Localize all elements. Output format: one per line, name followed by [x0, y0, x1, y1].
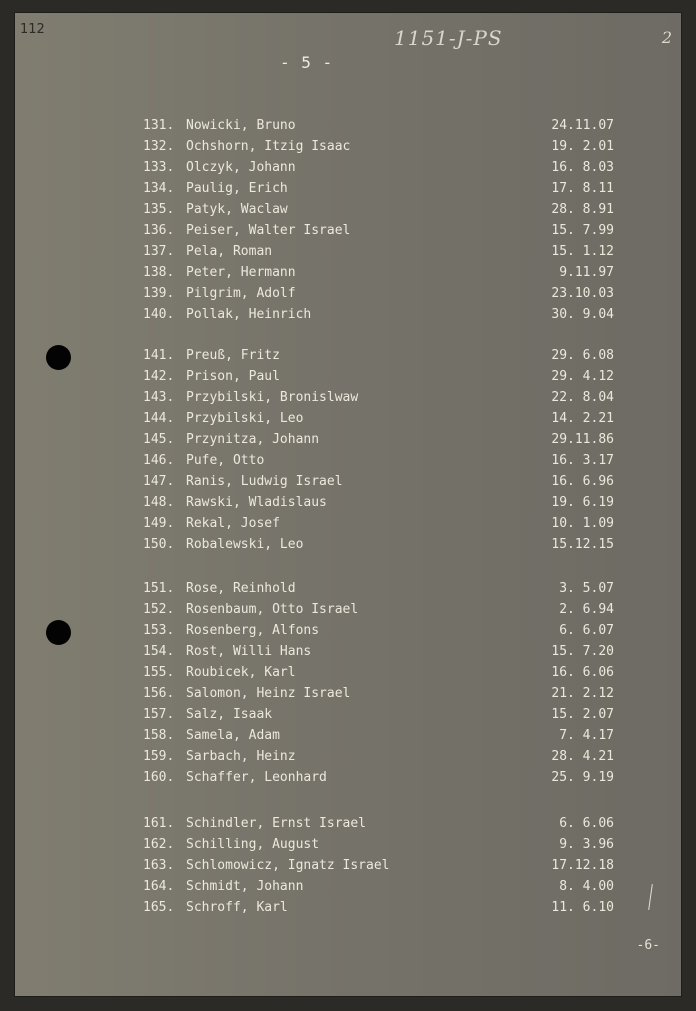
- entry-number: 132.: [143, 139, 175, 154]
- entry-date: 16. 6.06: [551, 665, 614, 680]
- list-item: [14, 623, 682, 644]
- entry-name: Przynitza, Johann: [186, 432, 320, 447]
- entry-name: Pufe, Otto: [186, 453, 265, 468]
- list-item: [14, 390, 682, 411]
- entry-number: 137.: [143, 244, 175, 259]
- entry-number: 160.: [143, 770, 175, 785]
- list-item: [14, 348, 682, 369]
- list-group-131-140: [14, 118, 682, 328]
- entry-name: Rosenberg, Alfons: [186, 623, 320, 638]
- entry-number: 152.: [143, 602, 175, 617]
- list-item: [14, 816, 682, 837]
- list-group-161-165: [14, 816, 682, 921]
- archive-reference: 112: [20, 22, 45, 37]
- handwritten-reference: 1151-J-PS: [394, 26, 503, 50]
- entry-name: Ranis, Ludwig Israel: [186, 474, 343, 489]
- entry-date: 15. 7.99: [551, 223, 614, 238]
- entry-name: Rekal, Josef: [186, 516, 280, 531]
- list-item: [14, 770, 682, 791]
- list-item: [14, 665, 682, 686]
- list-item: [14, 879, 682, 900]
- entry-number: 157.: [143, 707, 175, 722]
- entry-number: 143.: [143, 390, 175, 405]
- entry-date: 16. 6.96: [551, 474, 614, 489]
- entry-date: 17. 8.11: [551, 181, 614, 196]
- entry-name: Rost, Willi Hans: [186, 644, 312, 659]
- entry-number: 138.: [143, 265, 175, 280]
- entry-date: 17.12.18: [551, 858, 614, 873]
- entry-name: Schindler, Ernst Israel: [186, 816, 367, 831]
- entry-number: 153.: [143, 623, 175, 638]
- entry-date: 7. 4.17: [559, 728, 614, 743]
- list-item: [14, 181, 682, 202]
- list-item: [14, 223, 682, 244]
- entry-date: 2. 6.94: [559, 602, 614, 617]
- entry-name: Schmidt, Johann: [186, 879, 304, 894]
- entry-date: 3. 5.07: [559, 581, 614, 596]
- entry-date: 14. 2.21: [551, 411, 614, 426]
- entry-number: 147.: [143, 474, 175, 489]
- entry-name: Patyk, Waclaw: [186, 202, 288, 217]
- list-item: [14, 118, 682, 139]
- entry-number: 154.: [143, 644, 175, 659]
- entry-name: Pilgrim, Adolf: [186, 286, 296, 301]
- entry-name: Roubicek, Karl: [186, 665, 296, 680]
- entry-date: 24.11.07: [551, 118, 614, 133]
- list-item: [14, 139, 682, 160]
- entry-name: Preuß, Fritz: [186, 348, 280, 363]
- entry-number: 139.: [143, 286, 175, 301]
- entry-date: 29. 6.08: [551, 348, 614, 363]
- entry-number: 165.: [143, 900, 175, 915]
- entry-number: 146.: [143, 453, 175, 468]
- list-item: [14, 432, 682, 453]
- list-item: [14, 644, 682, 665]
- entry-name: Nowicki, Bruno: [186, 118, 296, 133]
- entry-number: 151.: [143, 581, 175, 596]
- list-item: [14, 453, 682, 474]
- entry-number: 136.: [143, 223, 175, 238]
- entry-number: 164.: [143, 879, 175, 894]
- entry-name: Sarbach, Heinz: [186, 749, 296, 764]
- list-item: [14, 537, 682, 558]
- list-item: [14, 495, 682, 516]
- entry-number: 148.: [143, 495, 175, 510]
- entry-number: 142.: [143, 369, 175, 384]
- list-item: [14, 686, 682, 707]
- entry-date: 21. 2.12: [551, 686, 614, 701]
- entry-date: 8. 4.00: [559, 879, 614, 894]
- entry-name: Salz, Isaak: [186, 707, 273, 722]
- entry-date: 10. 1.09: [551, 516, 614, 531]
- entry-name: Schaffer, Leonhard: [186, 770, 327, 785]
- entry-name: Paulig, Erich: [186, 181, 288, 196]
- page-title: - 5 -: [280, 53, 334, 72]
- entry-number: 134.: [143, 181, 175, 196]
- entry-date: 28. 4.21: [551, 749, 614, 764]
- entry-date: 11. 6.10: [551, 900, 614, 915]
- entry-number: 131.: [143, 118, 175, 133]
- entry-number: 161.: [143, 816, 175, 831]
- entry-name: Peter, Hermann: [186, 265, 296, 280]
- entry-name: Rose, Reinhold: [186, 581, 296, 596]
- entry-name: Schilling, August: [186, 837, 320, 852]
- list-item: [14, 837, 682, 858]
- entry-name: Rawski, Wladislaus: [186, 495, 327, 510]
- entry-name: Olczyk, Johann: [186, 160, 296, 175]
- sheet-number: 2: [661, 28, 672, 47]
- entry-number: 156.: [143, 686, 175, 701]
- list-item: [14, 728, 682, 749]
- list-item: [14, 286, 682, 307]
- entry-number: 150.: [143, 537, 175, 552]
- entry-date: 29. 4.12: [551, 369, 614, 384]
- list-item: [14, 749, 682, 770]
- list-item: [14, 516, 682, 537]
- list-item: [14, 411, 682, 432]
- list-item: [14, 244, 682, 265]
- entry-date: 6. 6.07: [559, 623, 614, 638]
- list-item: [14, 602, 682, 623]
- list-item: [14, 900, 682, 921]
- entry-number: 155.: [143, 665, 175, 680]
- entry-name: Pollak, Heinrich: [186, 307, 312, 322]
- entry-name: Przybilski, Bronislwaw: [186, 390, 359, 405]
- entry-number: 133.: [143, 160, 175, 175]
- entry-date: 30. 9.04: [551, 307, 614, 322]
- entry-date: 25. 9.19: [551, 770, 614, 785]
- entry-name: Robalewski, Leo: [186, 537, 304, 552]
- list-item: [14, 581, 682, 602]
- list-group-141-150: [14, 348, 682, 558]
- entry-date: 19. 2.01: [551, 139, 614, 154]
- list-item: [14, 707, 682, 728]
- list-item: [14, 202, 682, 223]
- entry-date: 22. 8.04: [551, 390, 614, 405]
- entry-date: 15. 7.20: [551, 644, 614, 659]
- entry-name: Przybilski, Leo: [186, 411, 304, 426]
- entry-number: 135.: [143, 202, 175, 217]
- entry-number: 158.: [143, 728, 175, 743]
- entry-name: Salomon, Heinz Israel: [186, 686, 351, 701]
- entry-number: 163.: [143, 858, 175, 873]
- entry-date: 19. 6.19: [551, 495, 614, 510]
- entry-number: 162.: [143, 837, 175, 852]
- entry-number: 144.: [143, 411, 175, 426]
- entry-date: 9. 3.96: [559, 837, 614, 852]
- entry-name: Ochshorn, Itzig Isaac: [186, 139, 351, 154]
- entry-name: Rosenbaum, Otto Israel: [186, 602, 359, 617]
- document-page: [14, 12, 682, 997]
- entry-date: 16. 3.17: [551, 453, 614, 468]
- entry-number: 140.: [143, 307, 175, 322]
- entry-name: Prison, Paul: [186, 369, 280, 384]
- entry-number: 141.: [143, 348, 175, 363]
- entry-date: 23.10.03: [551, 286, 614, 301]
- entry-date: 28. 8.91: [551, 202, 614, 217]
- entry-number: 159.: [143, 749, 175, 764]
- entry-name: Samela, Adam: [186, 728, 280, 743]
- list-group-151-160: [14, 581, 682, 791]
- list-item: [14, 307, 682, 328]
- list-item: [14, 160, 682, 181]
- entry-date: 29.11.86: [551, 432, 614, 447]
- list-item: [14, 369, 682, 390]
- entry-name: Schroff, Karl: [186, 900, 288, 915]
- entry-number: 149.: [143, 516, 175, 531]
- list-item: [14, 858, 682, 879]
- entry-number: 145.: [143, 432, 175, 447]
- entry-date: 16. 8.03: [551, 160, 614, 175]
- list-item: [14, 474, 682, 495]
- entry-date: 6. 6.06: [559, 816, 614, 831]
- entry-date: 9.11.97: [559, 265, 614, 280]
- list-item: [14, 265, 682, 286]
- entry-date: 15. 2.07: [551, 707, 614, 722]
- entry-name: Peiser, Walter Israel: [186, 223, 351, 238]
- entry-name: Pela, Roman: [186, 244, 273, 259]
- entry-name: Schlomowicz, Ignatz Israel: [186, 858, 390, 873]
- next-page-marker: -6-: [636, 938, 660, 953]
- entry-date: 15. 1.12: [551, 244, 614, 259]
- entry-date: 15.12.15: [551, 537, 614, 552]
